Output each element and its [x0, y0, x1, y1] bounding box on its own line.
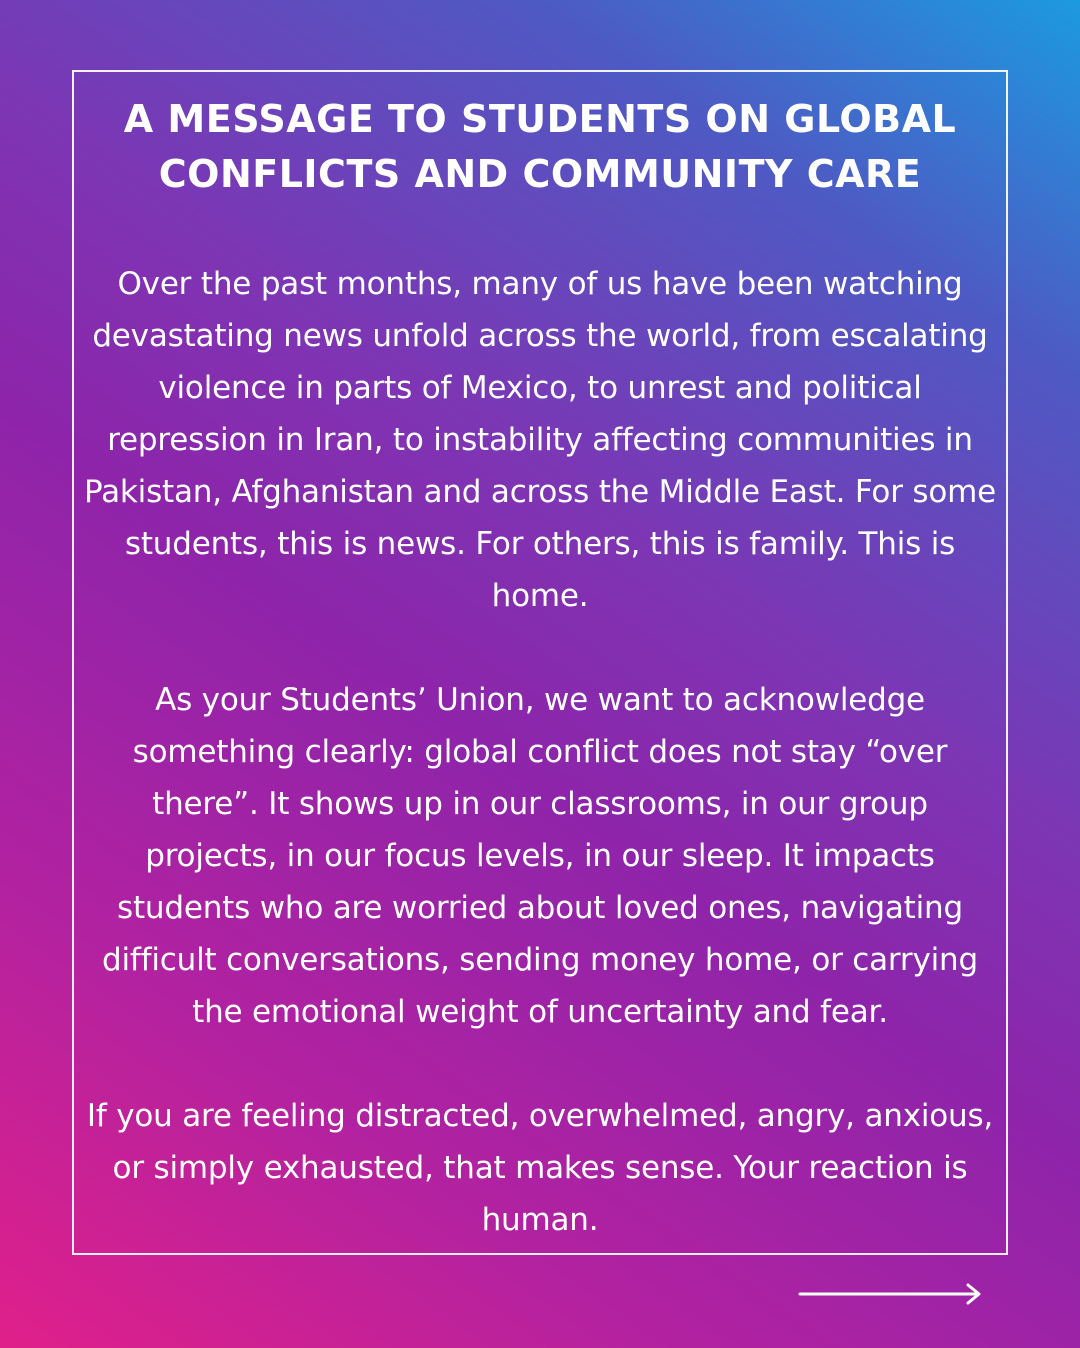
- paragraph-3: If you are feeling distracted, overwhelmed, angry, anxious, or simply exhausted, that makes sense. Your reaction is human.: [86, 1098, 994, 1238]
- card-body: [74, 258, 1006, 1246]
- message-card: [72, 70, 1008, 1255]
- paragraph-1: Over the past months, many of us have been watching devastating news unfold across the world, from escalating violence in parts of Mexico, to unrest and political repression in Iran, to instability affecting communities in Pakistan, Afghanistan and across the Middle East. For some students, this is news. For others, this is family. This is home.: [84, 266, 996, 614]
- arrow-right-icon[interactable]: [798, 1282, 984, 1306]
- paragraph-2: As your Students’ Union, we want to acknowledge something clearly: global conflict does not stay “over there”. It shows up in our classrooms, in our group projects, in our focus levels, in our sleep. It impacts students who are worried about loved ones, navigating difficult conversations, sending money home, or carrying the emotional weight of uncertainty and fear.: [102, 682, 978, 1030]
- card-title: A MESSAGE TO STUDENTS ON GLOBAL CONFLICTS AND COMMUNITY CARE: [123, 97, 957, 196]
